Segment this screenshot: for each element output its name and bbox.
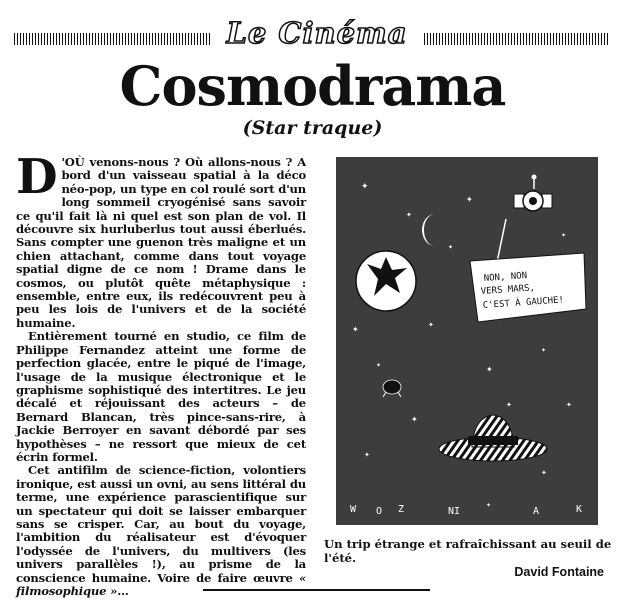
star-icon: ✦ <box>376 362 382 369</box>
star-icon: ✦ <box>352 325 359 334</box>
star-icon: ✦ <box>466 195 473 204</box>
star-icon: ✦ <box>486 502 492 509</box>
star-icon: ✦ <box>361 182 369 192</box>
subhead: (Star traque) <box>242 117 383 139</box>
header-hatch-right <box>424 33 610 45</box>
signature-letter: A <box>533 506 540 517</box>
star-icon: ✦ <box>428 321 434 329</box>
small-ship-icon <box>383 380 401 397</box>
article-paragraph-3 <box>16 464 306 598</box>
article-body <box>16 149 306 598</box>
star-icon: ✦ <box>486 365 493 374</box>
filmosophique-quote: « filmosophique » <box>16 570 306 598</box>
star-icon: ✦ <box>411 415 418 424</box>
signature-letter: NI <box>448 506 461 517</box>
star-icon: ✦ <box>566 401 572 409</box>
speech-line-1: NON, NON <box>483 270 528 284</box>
speech-line-2: VERS MARS, <box>480 283 536 297</box>
illustration-caption: Un trip étrange et rafraîchissant au seuil de l'été. <box>324 537 612 565</box>
signature-letter: K <box>576 504 583 515</box>
space-cartoon <box>336 157 598 525</box>
article-paragraph-1 <box>16 149 306 330</box>
crescent-moon-icon <box>422 214 435 246</box>
satellite-icon <box>514 175 552 212</box>
paragraph-1-text: 'OÙ venons-nous ? Où allons-nous ? A bord d'un vaisseau spatial à la déco néo-pop, un type en col roulé sort d'un long sommeil cryogénisé sans savoir ce qu'il fait là ni quel est son plan de vol. Il découvre six hurluberlus tout aussi éberlués. Sans compter une guenon très maligne et un chien attachant, comme dans tout voyage spatial digne de ce nom ! Drame dans le cosmos, ou plutôt quête métaphysique : ensemble, entre eux, ils redécouvrent peu à peu les lois de l'univers et de la société humaine. <box>16 155 306 330</box>
speech-bubble <box>470 253 586 322</box>
star-icon: ✦ <box>561 232 567 239</box>
byline: David Fontaine <box>514 565 604 579</box>
section-title: Le Cinéma <box>226 16 408 50</box>
paragraph-3-text: Cet antifilm de science-fiction, volontiers ironique, est aussi un ovni, au sens littéral du terme, une expérience parascientifique sur un spectateur qui doit se laisser embarquer sans se crisper. Car, au bout du voyage, l'ambition du réalisateur est d'évoquer l'odyssée de l'univers, du multivers (les univers parallèles !), au prisme de la conscience humaine. Voire de faire œuvre <box>16 463 306 585</box>
star-icon: ✦ <box>364 451 370 459</box>
space-illustration <box>336 157 598 525</box>
planet-icon <box>356 251 416 311</box>
star-icon: ✦ <box>541 469 547 477</box>
star-icon: ✦ <box>406 211 412 219</box>
headline: Cosmodrama <box>119 54 506 118</box>
star-icon: ✦ <box>448 244 454 251</box>
header-hatch-left <box>14 33 210 45</box>
star-icon: ✦ <box>506 401 512 409</box>
signature-letter: O <box>376 506 383 517</box>
speech-line-3: C'EST À GAUCHE! <box>482 295 565 311</box>
drop-cap: D <box>16 149 58 205</box>
artist-signature <box>350 504 582 517</box>
article-paragraph-2: Entièrement tourné en studio, ce film de Philippe Fernandez atteint une forme de perfection glacée, entre le piqué de l'image, l'usage de la musique électronique et le graphisme sophistiqué des intertitres. Le jeu décalé et réjouissant des acteurs – de Bernard Blancan, très pince-sans-rire, à Jackie Berroyer en savant débordé par ses hypothèses – ne ressort que mieux de cet écrin formel. <box>16 329 306 464</box>
flying-saucer-icon <box>439 415 547 461</box>
stars <box>352 182 572 509</box>
star-icon: ✦ <box>541 347 547 354</box>
bottom-rule <box>203 589 430 591</box>
paragraph-3-end: … <box>117 584 129 598</box>
signature-letter: W <box>350 504 357 515</box>
signature-letter: Z <box>398 504 405 515</box>
